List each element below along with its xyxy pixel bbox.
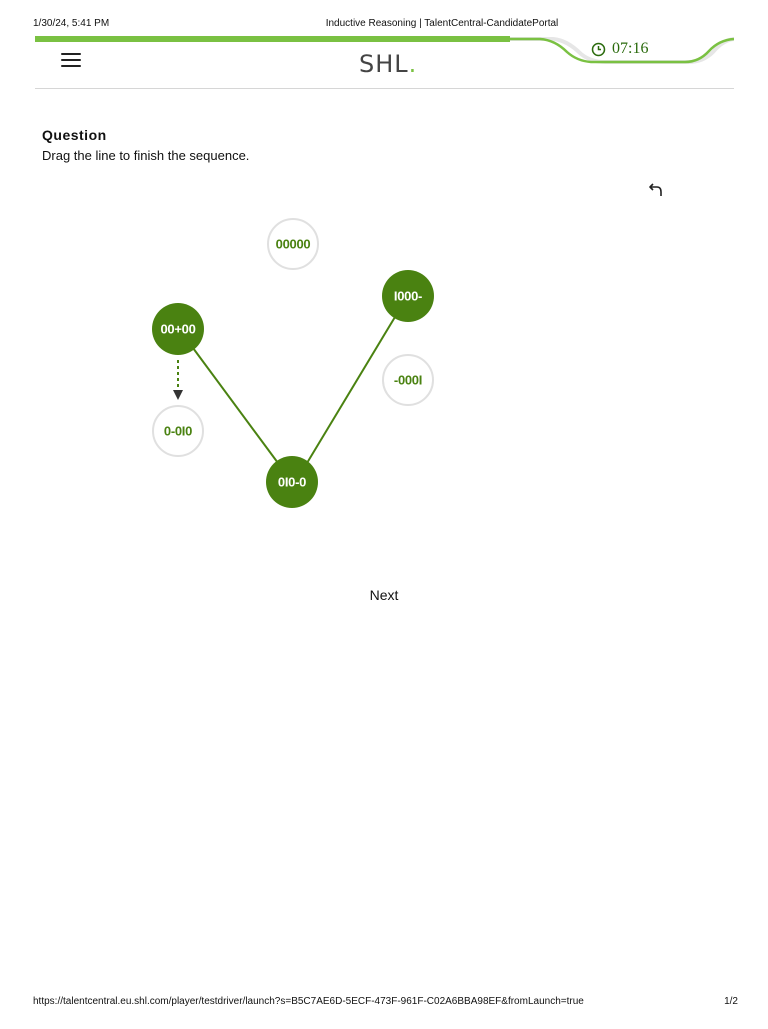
sequence-node[interactable] [266, 456, 318, 508]
sequence-node[interactable] [382, 270, 434, 322]
timer-value: 07:16 [612, 40, 649, 57]
node-label: -000I [393, 372, 423, 388]
next-button[interactable]: Next [369, 587, 399, 603]
node-label: I000- [393, 288, 423, 304]
node-label: 00+00 [160, 321, 196, 337]
print-page-number: 1/2 [724, 996, 738, 1007]
sequence-node[interactable] [152, 303, 204, 355]
drag-arrow-icon[interactable] [173, 390, 183, 400]
sequence-link [307, 317, 395, 463]
node-label: 00000 [275, 236, 311, 252]
node-label: 0I0-0 [277, 474, 307, 490]
sequence-node[interactable] [383, 355, 433, 405]
print-datetime: 1/30/24, 5:41 PM [33, 18, 110, 29]
sequence-link [193, 348, 278, 463]
sequence-node[interactable] [268, 219, 318, 269]
print-url: https://talentcentral.eu.shl.com/player/testdriver/launch?s=B5C7AE6D-5ECF-473F-961F-C02A6BBA98EF&fromLaunch=true [33, 996, 584, 1007]
shl-logo: SHL. [359, 50, 418, 78]
print-page-title: Inductive Reasoning | TalentCentral-CandidatePortal [325, 18, 559, 29]
sequence-node[interactable] [153, 406, 203, 456]
question-heading: Question [42, 127, 107, 143]
print-footer [0, 996, 768, 1010]
node-label: 0-0I0 [163, 423, 193, 439]
question-instruction: Drag the line to finish the sequence. [42, 148, 250, 163]
